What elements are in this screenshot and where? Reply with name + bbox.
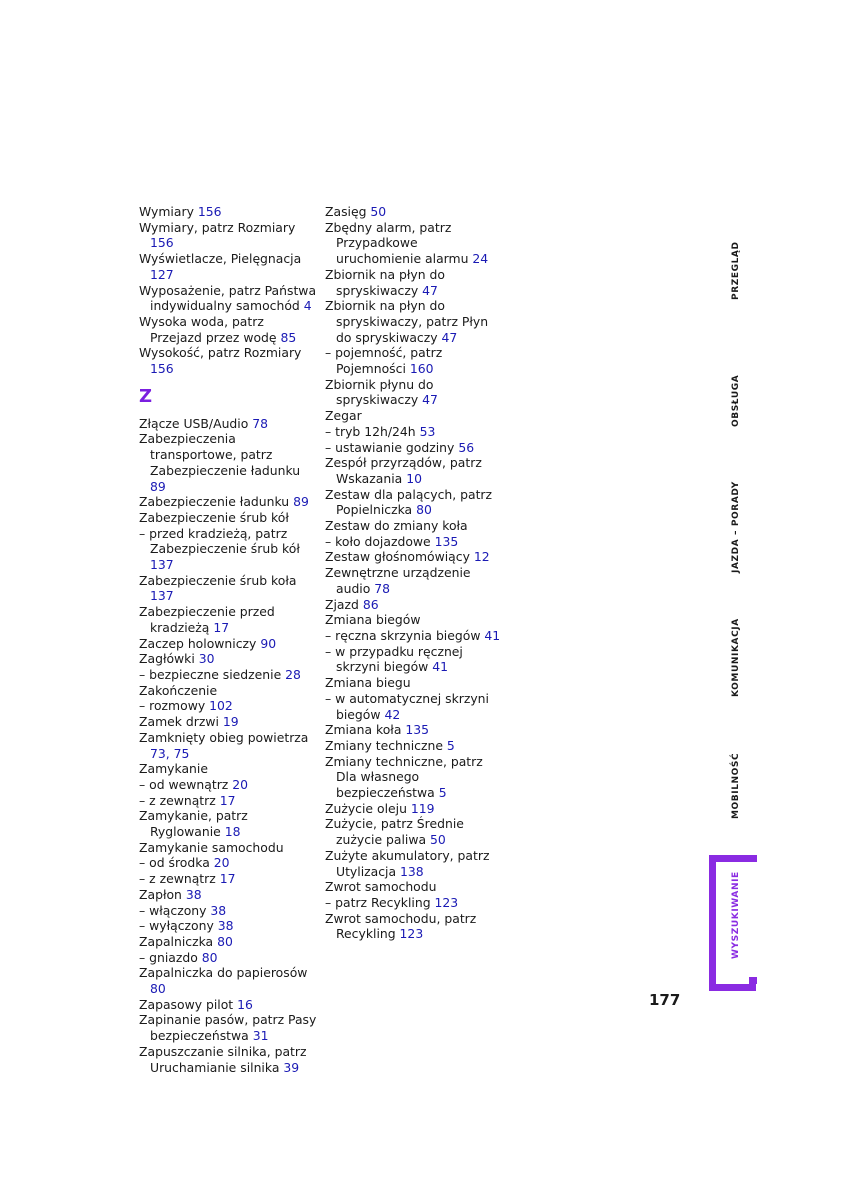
index-entry <box>325 612 505 628</box>
index-entry <box>139 887 319 903</box>
index-entry-text: Wymiary <box>139 204 198 219</box>
page-reference-link[interactable]: 86 <box>362 596 379 612</box>
index-entry-text: – od środka <box>139 855 214 871</box>
page-reference-link[interactable]: 39 <box>283 1059 300 1075</box>
page-reference-link[interactable]: 38 <box>210 902 227 918</box>
page-reference-link[interactable]: 17 <box>219 792 236 808</box>
index-entry <box>139 314 319 345</box>
side-tab-obsluga[interactable]: OBSŁUGA <box>731 374 741 427</box>
index-entry-text: Zużyte akumulatory, patrz Utylizacja <box>325 847 490 879</box>
page-reference-link[interactable]: 19 <box>222 714 239 730</box>
page-reference-link[interactable]: 30 <box>198 651 215 667</box>
index-entry <box>325 754 505 801</box>
page-reference-link[interactable]: 42 <box>384 706 401 722</box>
index-entry-text: Zmiany techniczne <box>325 737 447 753</box>
index-entry <box>325 424 505 440</box>
index-entry <box>139 636 319 652</box>
index-entry-text: Zapasowy pilot <box>139 996 238 1012</box>
index-entry-text: Zapalniczka do papierosów <box>139 965 308 981</box>
index-entry-text: Zespół przyrządów, patrz Wskazania <box>325 455 482 486</box>
index-entry <box>139 997 319 1013</box>
page-reference-link[interactable]: 80 <box>201 949 218 965</box>
index-entry <box>139 431 319 494</box>
index-entry-text: – od wewnątrz <box>139 776 233 792</box>
index-entry <box>139 965 319 996</box>
index-entry-text: – w przypadku ręcznej skrzyni biegów <box>325 643 463 675</box>
index-entry-text: Wyposażenie, patrz Państwa indywidualny samochód <box>139 282 317 314</box>
index-entries <box>325 204 505 942</box>
index-entry-text: Zaczep holowniczy <box>139 635 261 651</box>
page-reference-link[interactable]: 20 <box>213 855 230 871</box>
index-entry-text: Wysokość, patrz Rozmiary <box>139 345 302 361</box>
index-entry <box>325 377 505 408</box>
index-entry <box>139 345 319 376</box>
page-reference-link[interactable]: 47 <box>441 329 458 345</box>
index-entry <box>139 871 319 887</box>
index-entry <box>139 494 319 510</box>
index-entry <box>139 840 319 856</box>
index-entry <box>325 267 505 298</box>
index-entry <box>139 903 319 919</box>
index-entry <box>139 683 319 699</box>
index-entry-text: – koło dojazdowe <box>325 533 435 549</box>
index-entry <box>139 1012 319 1043</box>
active-tab-bracket-bottom <box>749 977 757 984</box>
index-entry <box>139 573 319 604</box>
index-entry-text: Zabezpieczenie przed kradzieżą <box>139 604 275 635</box>
page-reference-link[interactable]: 80 <box>150 981 166 997</box>
page-reference-link[interactable]: 73, 75 <box>150 745 190 761</box>
index-entry-text: – pojemność, patrz Pojemności <box>325 345 443 377</box>
index-entry-text: Zwrot samochodu <box>325 879 437 895</box>
index-entry-text: – gniazdo <box>139 949 202 965</box>
page-reference-link[interactable]: 41 <box>432 659 449 675</box>
page-reference-link[interactable]: 5 <box>438 785 447 801</box>
page-reference-link[interactable]: 85 <box>280 329 297 345</box>
index-entry <box>325 565 505 596</box>
page-reference-link[interactable]: 47 <box>422 392 438 408</box>
index-entry <box>139 730 319 761</box>
index-entry <box>325 597 505 613</box>
active-tab-bracket-top <box>749 855 757 862</box>
index-entry-text: Zegar <box>325 408 362 424</box>
side-tab-jazda-porady[interactable]: JAZDA – PORADY <box>731 481 741 573</box>
index-entry <box>325 455 505 486</box>
index-entry <box>325 911 505 942</box>
index-entry-text: Zużycie, patrz Średnie zużycie paliwa <box>325 816 464 848</box>
index-entry <box>325 408 505 424</box>
index-entry <box>139 651 319 667</box>
index-entry <box>139 604 319 635</box>
page-reference-link[interactable]: 127 <box>150 266 174 282</box>
index-entry <box>139 204 319 220</box>
index-entry <box>325 440 505 456</box>
index-entry-text: – przed kradzieżą, patrz Zabezpieczenie śrub kół <box>139 525 300 557</box>
index-entry <box>139 510 319 526</box>
index-entry-text: – w automatycznej skrzyni biegów <box>325 690 489 722</box>
page-reference-link[interactable]: 89 <box>150 478 166 494</box>
index-entry-text: Zabezpieczenie śrub kół <box>139 509 289 525</box>
index-entry-text: Zestaw do zmiany koła <box>325 518 468 534</box>
index-entry <box>139 950 319 966</box>
index-entry-text: Zapuszczanie silnika, patrz Uruchamianie silnika <box>139 1043 307 1075</box>
index-entry-text: Zestaw głośnomówiący <box>325 549 474 565</box>
index-entry-text: Zewnętrzne urządzenie audio <box>325 565 471 596</box>
index-entry <box>325 220 505 267</box>
index-entry <box>325 722 505 738</box>
index-entry <box>139 793 319 809</box>
page-reference-link[interactable]: 31 <box>252 1028 269 1044</box>
index-entry-text: Zamykanie samochodu <box>139 839 284 855</box>
index-entry <box>139 855 319 871</box>
index-entries-after <box>139 416 319 1076</box>
page-reference-link[interactable]: 56 <box>458 439 475 455</box>
index-entry <box>139 761 319 777</box>
page-reference-link[interactable]: 4 <box>303 298 312 314</box>
index-entry <box>325 644 505 675</box>
page-reference-link[interactable]: 80 <box>416 502 432 518</box>
index-entry <box>325 298 505 345</box>
index-entry <box>139 667 319 683</box>
index-entry-text: Zabezpieczenia transportowe, patrz Zabezpieczenie ładunku <box>139 431 301 478</box>
page-reference-link[interactable]: 17 <box>213 619 230 635</box>
index-entry-text: Zamknięty obieg powietrza <box>139 729 309 745</box>
index-entry-text: Zasięg <box>325 204 371 219</box>
index-entry <box>139 777 319 793</box>
page-reference-link[interactable]: 28 <box>285 666 301 682</box>
index-entry-text: Zmiany techniczne, patrz Dla własnego bezpieczeństwa <box>325 753 483 801</box>
index-entry-text: Zmiana biegów <box>325 612 421 628</box>
page-reference-link[interactable]: 156 <box>150 235 174 251</box>
index-entry-text: – bezpieczne siedzenie <box>139 666 286 682</box>
index-entry <box>139 283 319 314</box>
index-entry-text: Zmiana biegu <box>325 675 411 691</box>
side-tab-komunikacja[interactable]: KOMUNIKACJA <box>731 618 741 697</box>
index-entries-before <box>139 204 319 377</box>
index-entry-text: Zapalniczka <box>139 933 218 949</box>
index-entry <box>139 934 319 950</box>
index-entry <box>325 628 505 644</box>
page-reference-link[interactable]: 123 <box>399 926 424 942</box>
page-reference-link[interactable]: 102 <box>209 698 233 714</box>
index-entry <box>139 918 319 934</box>
index-entry <box>325 487 505 518</box>
page-reference-link[interactable]: 135 <box>434 533 459 549</box>
index-entry-text: Zużycie oleju <box>325 800 411 816</box>
index-entry-text: – ustawianie godziny <box>325 439 459 455</box>
index-entry-text: Zakończenie <box>139 682 218 698</box>
page-reference-link[interactable]: 17 <box>219 871 236 887</box>
index-entry <box>139 416 319 432</box>
page-reference-link[interactable]: 80 <box>217 933 233 949</box>
index-entry <box>325 895 505 911</box>
index-entry <box>325 738 505 754</box>
page-reference-link[interactable]: 47 <box>422 282 438 298</box>
page-reference-link[interactable]: 78 <box>374 580 391 596</box>
index-entry-text: Zapłon <box>139 886 186 902</box>
index-entry <box>139 251 319 282</box>
index-entry-text: Zbiornik na płyn do spryskiwaczy, patrz Płyn do spryskiwaczy <box>325 298 489 345</box>
index-entry-text: – włączony <box>139 902 211 918</box>
index-entry <box>139 526 319 573</box>
index-entry <box>325 204 505 220</box>
side-tab-wyszukiwanie[interactable]: WYSZUKIWANIE <box>731 871 741 959</box>
index-entry-text: Złącze USB/Audio <box>139 415 253 431</box>
side-tab-mobilnosc[interactable]: MOBILNOŚĆ <box>731 752 741 819</box>
page-reference-link[interactable]: 16 <box>237 996 253 1012</box>
page-reference-link[interactable]: 90 <box>260 635 277 651</box>
index-entry-text: – z zewnątrz <box>139 871 220 887</box>
page-reference-link[interactable]: 20 <box>232 776 249 792</box>
page-reference-link[interactable]: 12 <box>473 549 490 565</box>
index-entry <box>139 808 319 839</box>
index-entry-text: Zmiana koła <box>325 722 406 738</box>
page-reference-link[interactable]: 78 <box>252 415 269 431</box>
index-entry-text: Zabezpieczenie ładunku <box>139 494 294 510</box>
index-entry-text: Wysoka woda, patrz Przejazd przez wodę <box>139 313 281 345</box>
page-reference-link[interactable]: 119 <box>410 800 435 816</box>
index-entry <box>139 220 319 251</box>
page-reference-link[interactable]: 138 <box>400 863 424 879</box>
page-reference-link[interactable]: 18 <box>224 824 241 840</box>
index-entry <box>325 345 505 376</box>
index-entry-text: Zagłówki <box>139 651 199 667</box>
index-entry <box>325 549 505 565</box>
index-entry <box>139 714 319 730</box>
index-column-left <box>139 204 319 1075</box>
index-entry <box>325 801 505 817</box>
page-reference-link[interactable]: 50 <box>370 204 387 219</box>
index-entry-text: – patrz Recykling <box>325 894 435 910</box>
page-reference-link[interactable]: 10 <box>406 470 422 486</box>
page-reference-link[interactable]: 156 <box>197 204 222 219</box>
page-number: 177 <box>649 991 681 1009</box>
index-entry-text: Zbędny alarm, patrz Przypadkowe uruchomienie alarmu <box>325 219 473 267</box>
index-column-right <box>325 204 505 942</box>
page-reference-link[interactable]: 38 <box>217 918 234 934</box>
index-entry-text: – wyłączony <box>139 918 218 934</box>
index-entry-text: Zestaw dla palących, patrz Popielniczka <box>325 486 493 518</box>
index-entry <box>325 848 505 879</box>
index-entry <box>325 675 505 691</box>
index-entry <box>325 518 505 534</box>
index-entry-text: – tryb 12h/24h <box>325 423 420 439</box>
index-entry-text: Zabezpieczenie śrub koła <box>139 572 297 588</box>
index-entry-text: – ręczna skrzynia biegów <box>325 627 485 643</box>
page-reference-link[interactable]: 137 <box>150 557 174 573</box>
page-reference-link[interactable]: 24 <box>472 251 489 267</box>
index-entry-text: – rozmowy <box>139 698 210 714</box>
index-entry <box>139 698 319 714</box>
index-entry-text: Wyświetlacze, Pielęgnacja <box>139 251 302 267</box>
index-entry-text: Wymiary, patrz Rozmiary <box>139 219 296 235</box>
index-entry-text: Zamykanie <box>139 761 208 777</box>
index-entry-text: Zwrot samochodu, patrz Recykling <box>325 910 477 942</box>
index-entry-text: Zjazd <box>325 596 363 612</box>
page-reference-link[interactable]: 38 <box>185 886 202 902</box>
index-entry-text: Zamek drzwi <box>139 714 223 730</box>
page-reference-link[interactable]: 53 <box>419 423 436 439</box>
section-letter: Z <box>139 385 153 407</box>
page-reference-link[interactable]: 41 <box>484 627 501 643</box>
page-reference-link[interactable]: 135 <box>405 722 430 738</box>
page-reference-link[interactable]: 89 <box>293 494 309 510</box>
page-reference-link[interactable]: 137 <box>150 588 174 604</box>
index-entry-text: Zamykanie, patrz Ryglowanie <box>139 808 248 840</box>
index-entry-text: Zbiornik na płyn do spryskiwaczy <box>325 266 446 298</box>
page-reference-link[interactable]: 5 <box>446 737 455 753</box>
page-reference-link[interactable]: 50 <box>430 832 446 848</box>
page-reference-link[interactable]: 156 <box>150 361 174 377</box>
page-reference-link[interactable]: 123 <box>434 894 459 910</box>
index-entry <box>325 879 505 895</box>
index-entry <box>325 691 505 722</box>
side-tab-przeglad[interactable]: PRZEGLĄD <box>731 241 741 300</box>
index-entry <box>139 1044 319 1075</box>
index-entry-text: Zbiornik płynu do spryskiwaczy <box>325 376 434 408</box>
index-entry-text: – z zewnątrz <box>139 792 220 808</box>
index-entry-text: Zapinanie pasów, patrz Pasy bezpieczeństwa <box>139 1012 317 1044</box>
index-entry <box>325 534 505 550</box>
page-reference-link[interactable]: 160 <box>409 361 434 377</box>
index-entry <box>325 816 505 847</box>
